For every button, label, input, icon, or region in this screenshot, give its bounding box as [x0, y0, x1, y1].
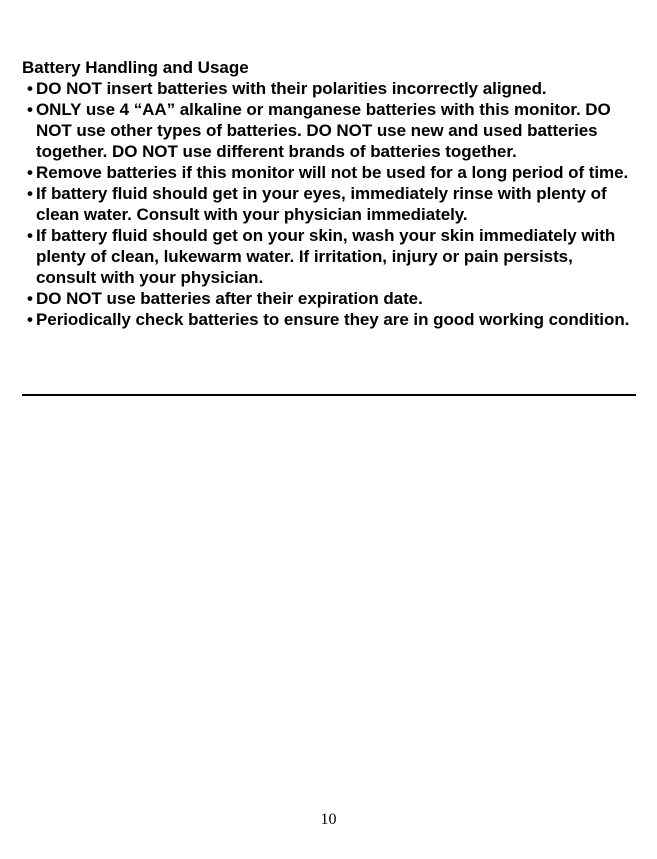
bullet-text: Remove batteries if this monitor will not be used for a long period of time.: [36, 163, 629, 182]
bullet-icon: •: [27, 289, 33, 308]
page-number: 10: [320, 811, 337, 828]
bullet-item: [22, 162, 636, 183]
bullet-list: [22, 78, 636, 330]
bullet-text: DO NOT insert batteries with their polarities incorrectly aligned.: [36, 79, 547, 98]
section-divider: [22, 394, 636, 396]
bullet-item: [22, 225, 636, 288]
bullet-text: Periodically check batteries to ensure they are in good working condition.: [36, 310, 630, 329]
bullet-item: [22, 78, 636, 99]
bullet-item: [22, 183, 636, 225]
battery-section: [22, 57, 636, 330]
bullet-text: If battery fluid should get in your eyes, immediately rinse with plenty of clean water. Consult with your physician immediately.: [36, 184, 607, 224]
bullet-icon: •: [27, 310, 33, 329]
section-heading: Battery Handling and Usage: [22, 58, 249, 77]
bullet-item: [22, 309, 636, 330]
bullet-text: ONLY use 4 “AA” alkaline or manganese batteries with this monitor. DO NOT use other types of batteries. DO NOT use new and used batteries together. DO NOT use different brands of batteries together.: [36, 100, 611, 161]
bullet-item: [22, 99, 636, 162]
bullet-icon: •: [27, 226, 33, 245]
bullet-icon: •: [27, 79, 33, 98]
bullet-text: If battery fluid should get on your skin, wash your skin immediately with plenty of clean, lukewarm water. If irritation, injury or pain persists, consult with your physician.: [36, 226, 616, 287]
bullet-text: DO NOT use batteries after their expiration date.: [36, 289, 423, 308]
bullet-icon: •: [27, 184, 33, 203]
bullet-icon: •: [27, 100, 33, 119]
bullet-item: [22, 288, 636, 309]
bullet-icon: •: [27, 163, 33, 182]
